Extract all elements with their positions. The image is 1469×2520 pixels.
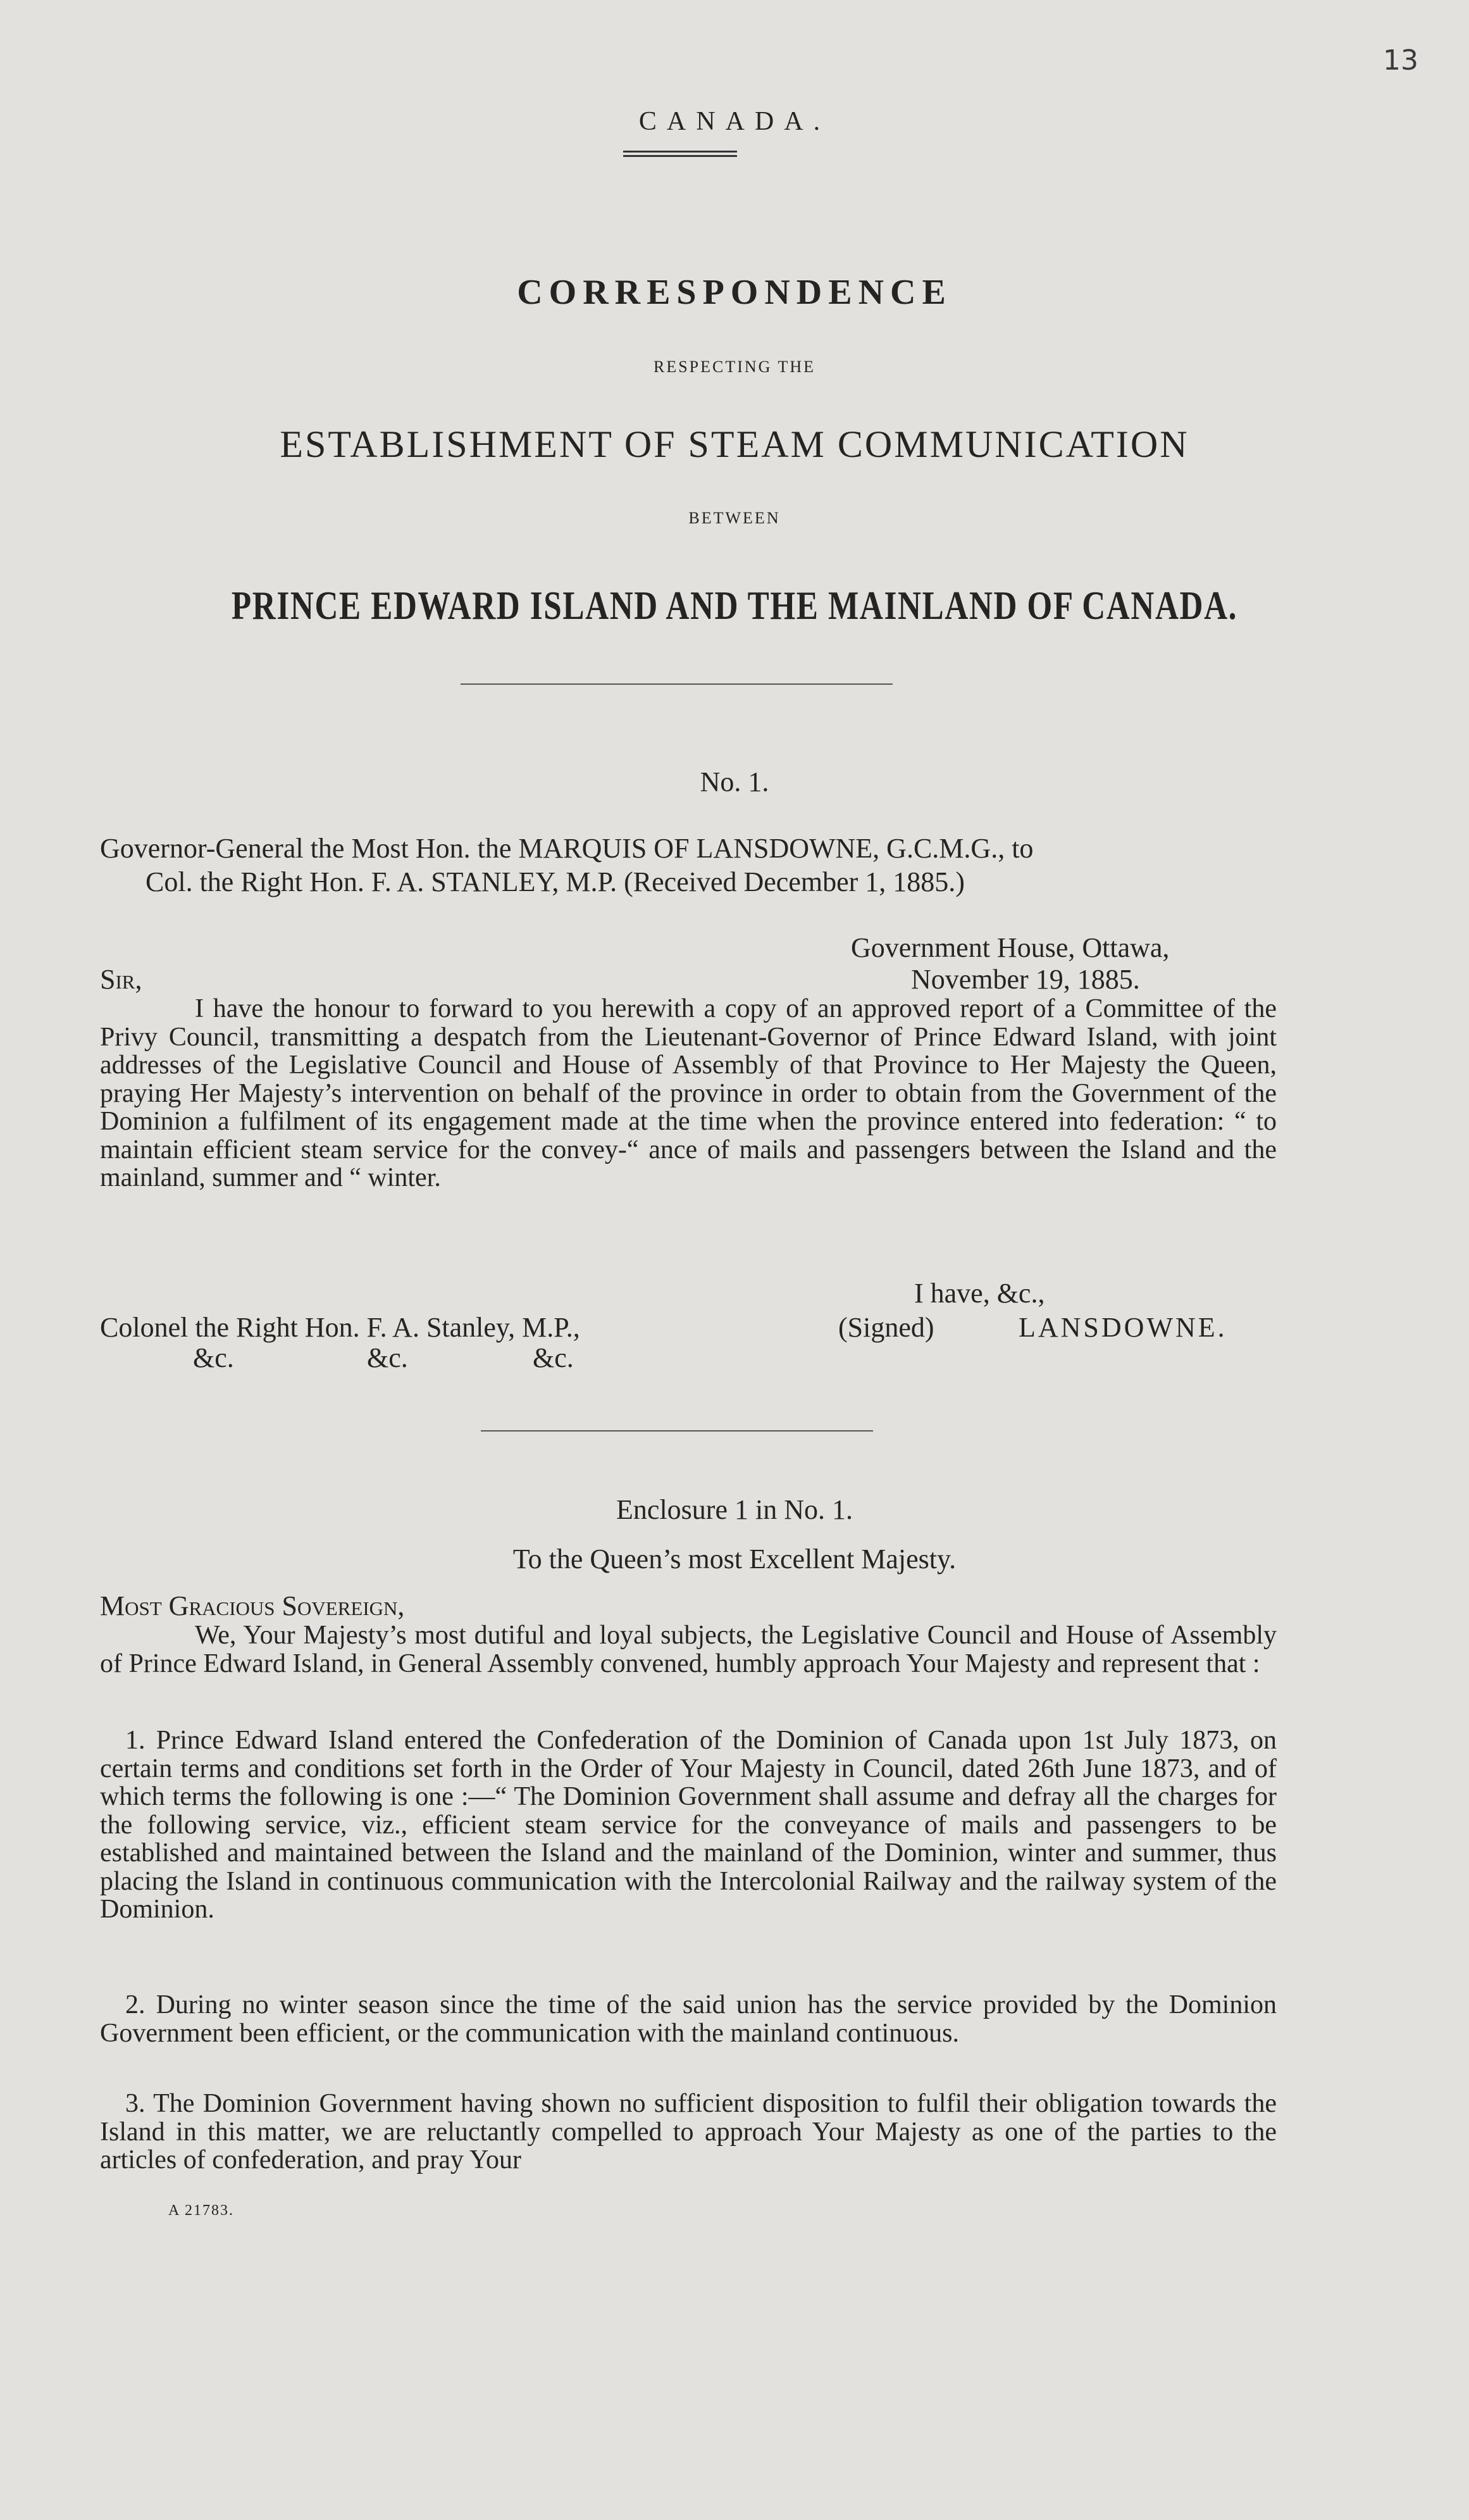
document-title: CORRESPONDENCE bbox=[517, 273, 952, 312]
enclosure-salutation: Most Gracious Sovereign, bbox=[100, 1590, 405, 1621]
enclosure-paragraph-2: 2. During no winter season since the time of the said union has the service provided by the Dominion Government been efficient, or the communication with the mainland continuous. bbox=[100, 1990, 1277, 2048]
letter-number: No. 1. bbox=[700, 766, 769, 797]
enclosure-intro bbox=[100, 1621, 1277, 1678]
letter-signature: LANSDOWNE. bbox=[1019, 1312, 1227, 1343]
enclosure-heading: Enclosure 1 in No. 1. bbox=[616, 1494, 853, 1525]
letter-addressee: Colonel the Right Hon. F. A. Stanley, M.P., bbox=[100, 1312, 580, 1343]
footer-signature-mark: A 21783. bbox=[168, 2202, 235, 2219]
letter-body bbox=[100, 995, 1277, 1192]
enclosure-to: To the Queen’s most Excellent Majesty. bbox=[512, 1544, 957, 1575]
etc-1: &c. bbox=[193, 1342, 234, 1373]
letter-salutation: Sir, bbox=[100, 964, 142, 995]
letter-closing: I have, &c., bbox=[914, 1278, 1045, 1309]
enclosure-paragraph-1: 1. Prince Edward Island entered the Confederation of the Dominion of Canada upon 1st July 1873, on certain terms and conditions set forth in the Order of Your Majesty in Council, dated 26th June 1873, and of which terms the following is one :—“ The Dominion Government shall assume and defray all the charges for the following service, viz., efficient steam service for the conveyance of mails and passengers to be established and maintained between the Island and the mainland of the Dominion, winter and summer, thus placing the Island in continuous communication with the Intercolonial Railway and the railway system of the Dominion. bbox=[100, 1726, 1277, 1924]
letter-body-text: I have the honour to forward to you herewith a copy of an approved report of a Committee of the Privy Council, transmitting a despatch from the Lieutenant-Governor of Prince Edward Island, with joint addresses of the Legislative Council and House of Assembly of that Province to Her Majesty the Queen, praying Her Majesty’s intervention on behalf of the province in order to obtain from the Government of the Dominion a fulfilment of its engagement made at the time when the province entered into federation: “ to maintain efficient steam service for the convey-“ ance of mails and passengers between the Island and the mainland, summer and “ winter. bbox=[100, 994, 1277, 1192]
enclosure-rule bbox=[481, 1430, 873, 1432]
section-rule bbox=[461, 683, 893, 685]
etc-2: &c. bbox=[367, 1342, 408, 1373]
parties-heading: PRINCE EDWARD ISLAND AND THE MAINLAND OF CANADA. bbox=[231, 583, 1238, 628]
letter-from-line-2: Col. the Right Hon. F. A. STANLEY, M.P. (Received December 1, 1885.) bbox=[146, 866, 965, 897]
respecting-line: RESPECTING THE bbox=[653, 358, 816, 376]
letter-date: November 19, 1885. bbox=[911, 964, 1140, 995]
enclosure-paragraph-3: 3. The Dominion Government having shown no sufficient disposition to fulfil their obligation towards the Island in this matter, we are reluctantly compelled to approach Your Majesty as one of the parties to the articles of confederation, and pray Your bbox=[100, 2089, 1277, 2174]
country-heading: CANADA. bbox=[638, 107, 831, 136]
etc-3: &c. bbox=[533, 1342, 574, 1373]
subject-heading: ESTABLISHMENT OF STEAM COMMUNICATION bbox=[280, 423, 1189, 465]
double-rule bbox=[623, 151, 737, 157]
letter-place: Government House, Ottawa, bbox=[851, 932, 1170, 963]
signed-label: (Signed) bbox=[838, 1312, 934, 1343]
between-line: BETWEEN bbox=[688, 509, 781, 527]
enclosure-intro-text: We, Your Majesty’s most dutiful and loyal subjects, the Legislative Council and House of Assembly of Prince Edward Island, in General Assembly convened, humbly approach Your Majesty and represent that : bbox=[100, 1621, 1277, 1678]
letter-from-line-1: Governor-General the Most Hon. the MARQUIS OF LANSDOWNE, G.C.M.G., to bbox=[100, 833, 1034, 864]
page-number: 13 bbox=[1383, 44, 1418, 77]
